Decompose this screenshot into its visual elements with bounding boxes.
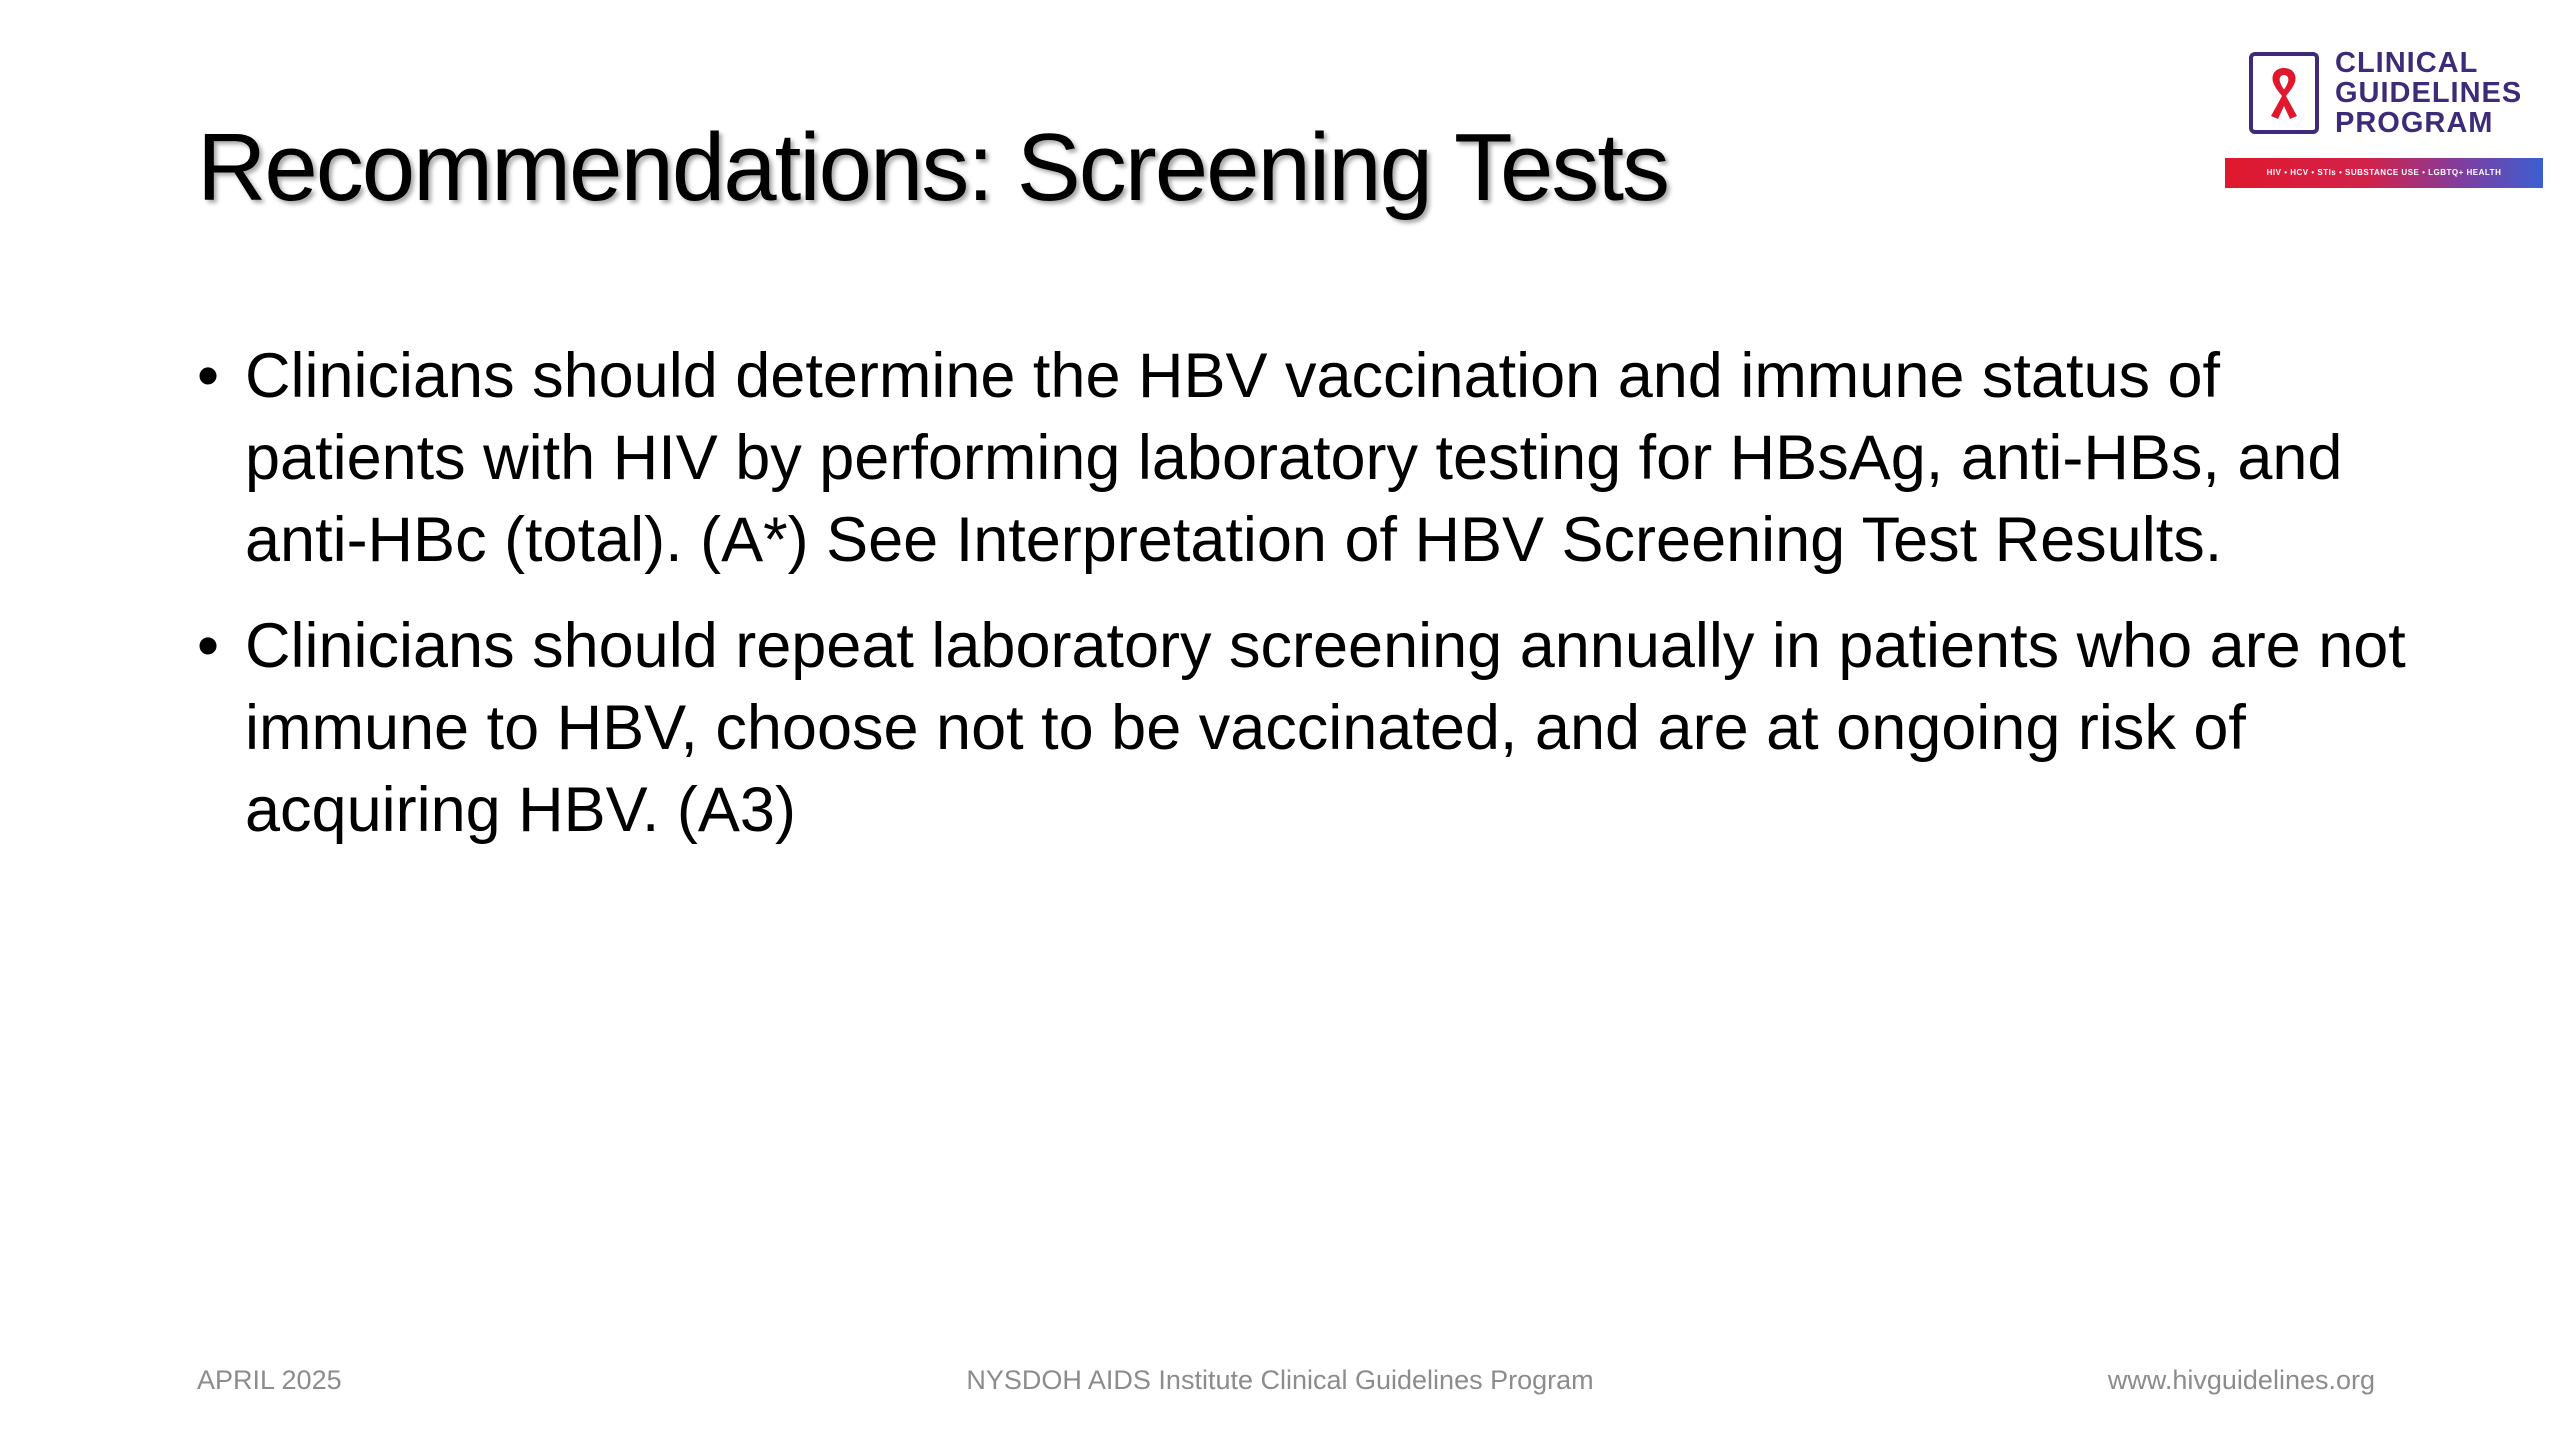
red-ribbon-icon (2261, 64, 2307, 122)
footer-date: APRIL 2025 (197, 1365, 342, 1395)
footer-organization: NYSDOH AIDS Institute Clinical Guidelines Program (966, 1365, 1594, 1395)
footer-website: www.hivguidelines.org (2107, 1365, 2375, 1395)
logo-badge (2249, 52, 2319, 134)
bullet-item (197, 605, 2407, 851)
bullet-list (197, 335, 2407, 875)
clinical-guidelines-program-logo (2225, 48, 2545, 193)
logo-wordmark (2335, 48, 2522, 138)
logo-line: GUIDELINES (2335, 77, 2523, 109)
bullet-marker: • (197, 611, 220, 681)
slide-title: Recommendations: Screening Tests (197, 114, 1669, 221)
logo-line: CLINICAL (2335, 47, 2479, 79)
bullet-item (197, 335, 2407, 581)
bullet-text: Clinicians should determine the HBV vaccination and immune status of patients with HIV by performing laboratory testing for HBsAg, anti-HBs, and anti-HBc (total). (A*) See Interpretation of HBV Screening Test Results. (245, 341, 2343, 575)
bullet-text: Clinicians should repeat laboratory screening annually in patients who are not immune to HBV, choose not to be vaccinated, and are at ongoing risk of acquiring HBV. (A3) (245, 611, 2406, 845)
logo-line: PROGRAM (2335, 107, 2494, 139)
bullet-marker: • (197, 341, 220, 411)
logo-tagline-bar: HIV • HCV • STIs • SUBSTANCE USE • LGBTQ+ HEALTH (2225, 158, 2543, 188)
